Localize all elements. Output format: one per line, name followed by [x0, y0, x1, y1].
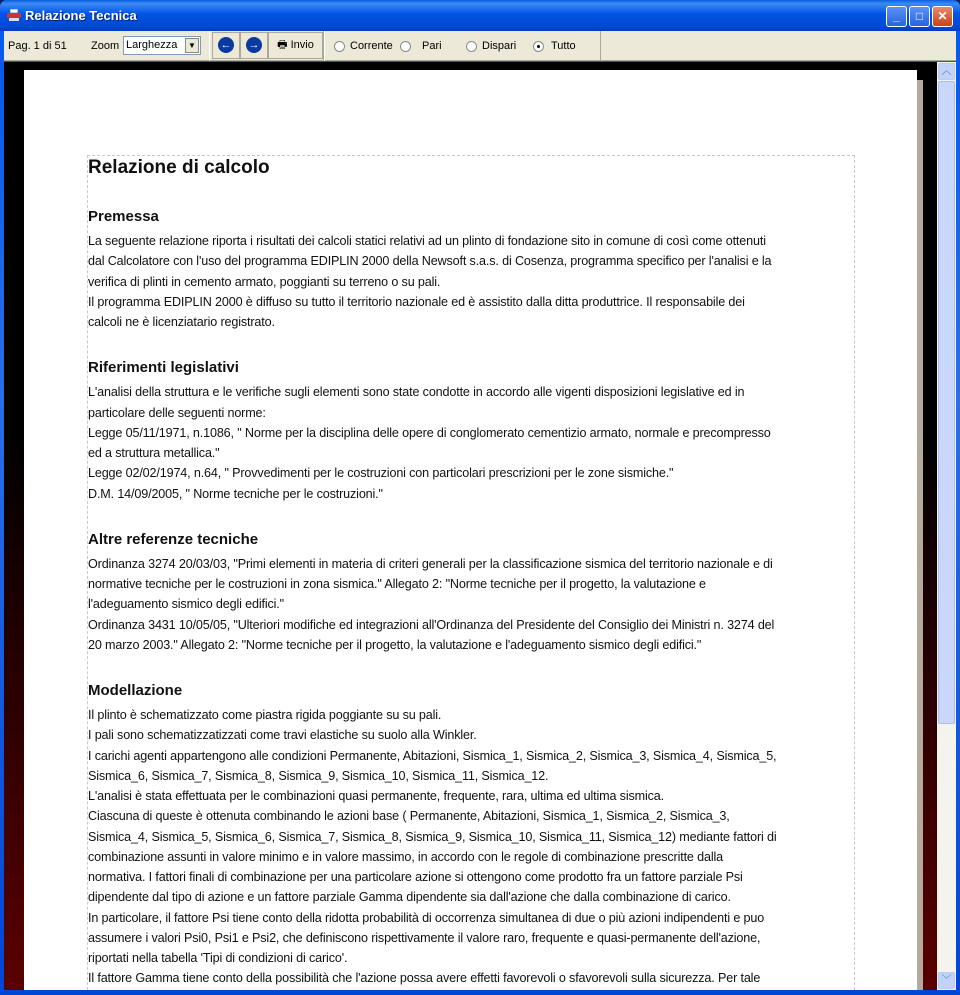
- text-line: I carichi agenti appartengono alle condizioni Permanente, Abitazioni, Sismica_1, Sismica_2, Sismica_3, Sismica_4, Sismica_5,: [88, 748, 777, 763]
- zoom-label: Zoom: [91, 40, 120, 52]
- text-line: normative tecniche per le costruzioni in zona sismica." Allegato 2: "Norme tecniche per il progetto, la valutazione e: [88, 577, 706, 591]
- text-line: riportati nella tabella 'Tipi di condizioni di carico'.: [88, 951, 348, 965]
- minimize-button[interactable]: [886, 6, 907, 27]
- text-line: I pali sono schematizzatizzati come travi elastiche su suolo alla Winkler.: [88, 728, 477, 743]
- radio-tutto[interactable]: [533, 41, 544, 52]
- text-line: Legge 05/11/1971, n.1086, " Norme per la disciplina delle opere di conglomerato cementizio armato, normale e precompresso: [88, 425, 771, 440]
- chevron-down-icon: ﹀: [941, 975, 952, 986]
- arrow-right-icon: →: [246, 37, 262, 53]
- text-line: 20 marzo 2003." Allegato 2: "Norme tecniche per il progetto, la valutazione e l'adeguamento sismico degli edifici.": [88, 637, 702, 652]
- toolbar: [4, 31, 956, 61]
- nav-button-group: [209, 31, 324, 61]
- section: [88, 356, 854, 504]
- printer-app-icon: [7, 9, 21, 21]
- previous-page-button[interactable]: [212, 32, 240, 59]
- section-body: [88, 705, 854, 989]
- radio-dispari[interactable]: [466, 41, 477, 52]
- section: [88, 679, 854, 989]
- section-heading: Altre referenze tecniche: [88, 530, 259, 548]
- document-page: [24, 70, 917, 990]
- radio-corrente[interactable]: [334, 41, 345, 52]
- section-body: [88, 231, 854, 332]
- arrow-left-icon: ←: [218, 37, 234, 53]
- text-line: assumere i valori Psi0, Psi1 e Psi2, che definiscono rispettivamente il valore raro, frequente e quasi-permanente dell'azione,: [88, 930, 761, 945]
- text-line: normativa. I fattori finali di combinazione per una particolare azione si ottengono come prodotto fra un fattore parziale Psi: [88, 870, 743, 884]
- scroll-up-button[interactable]: [938, 63, 955, 80]
- text-line: l'adeguamento sismico degli edifici.": [88, 597, 284, 612]
- radio-label-dispari[interactable]: Dispari: [482, 40, 517, 52]
- text-line: La seguente relazione riporta i risultati dei calcoli statici relativi ad un plinto di fondazione sito in comune di così come ottenuti: [88, 234, 766, 248]
- chevron-up-icon: ︿: [941, 66, 952, 77]
- section: [88, 528, 854, 655]
- window-title: Relazione Tecnica: [25, 8, 137, 23]
- close-icon: ✕: [937, 9, 948, 23]
- section-heading: Modellazione: [88, 682, 183, 699]
- section-body: [88, 554, 854, 655]
- text-line: D.M. 14/09/2005, " Norme tecniche per le costruzioni.": [88, 486, 383, 501]
- print-range-group: [324, 31, 601, 61]
- scroll-down-button[interactable]: [938, 972, 955, 989]
- text-line: verifica di plinti in cemento armato, poggianti su terreno o su pali.: [88, 274, 441, 289]
- text-line: Il fattore Gamma tiene conto della possibilità che l'azione possa avere effetti favorevoli o sfavorevoli sulla sicurezza. Per tale: [88, 971, 761, 986]
- text-line: dipendente dal tipo di azione e un fattore parziale Gamma dipendente sia dall'azione che dalla combinazione di carico.: [88, 890, 731, 905]
- send-print-button[interactable]: [268, 32, 323, 59]
- text-line: L'analisi della struttura e le verifiche sugli elementi sono state condotte in accordo alle vigenti disposizioni legislative ed in: [88, 385, 745, 400]
- preview-area: [4, 62, 956, 990]
- section-heading: Premessa: [88, 208, 159, 225]
- section-body: [88, 382, 854, 504]
- text-line: Ordinanza 3431 10/05/05, "Ulteriori modifiche ed integrazioni all'Ordinanza del Presidente del Consiglio dei Ministri n. 3274 del: [88, 617, 775, 632]
- page-content-frame: [87, 155, 855, 990]
- preview-background-right: [923, 62, 937, 990]
- text-line: Sismica_4, Sismica_5, Sismica_6, Sismica_7, Sismica_8, Sismica_9, Sismica_10, Sismica_11, Sismica_12) mediante fattori di: [88, 829, 777, 844]
- radio-label-tutto[interactable]: Tutto: [551, 40, 576, 52]
- text-line: combinazione assunti in valore minimo e in valore massimo, in accordo con le regole di combinazione prescritte dalla: [88, 849, 723, 864]
- section: [88, 205, 854, 332]
- section-heading: Riferimenti legislativi: [88, 359, 239, 377]
- zoom-select-value: Larghezza: [126, 39, 178, 51]
- maximize-button[interactable]: [909, 6, 930, 27]
- zoom-select[interactable]: [123, 36, 201, 55]
- text-line: Il programma EDIPLIN 2000 è diffuso su tutto il territorio nazionale ed è assistito dalla ditta produttrice. Il responsabile dei: [88, 294, 745, 309]
- document-title: Relazione di calcolo: [88, 157, 270, 178]
- maximize-icon: □: [915, 9, 924, 23]
- close-button[interactable]: [932, 6, 953, 27]
- vertical-scrollbar[interactable]: [937, 62, 956, 990]
- title-bar[interactable]: [0, 0, 960, 31]
- preview-background: [4, 62, 24, 990]
- radio-pari[interactable]: [400, 41, 411, 52]
- text-line: Legge 02/02/1974, n.64, " Provvedimenti per le costruzioni con particolari prescrizioni per le zone sismiche.": [88, 466, 674, 481]
- text-line: Ciascuna di queste è ottenuta combinando le azioni base ( Permanente, Abitazioni, Sismica_1, Sismica_2, Sismica_3,: [88, 809, 730, 824]
- text-line: Ordinanza 3274 20/03/03, "Primi elementi in materia di criteri generali per la classificazione sismica del territorio nazionale e di: [88, 556, 773, 571]
- text-line: calcoli ne è licenziatario registrato.: [88, 315, 275, 329]
- minimize-icon: _: [893, 9, 900, 23]
- text-line: dal Calcolatore con l'uso del programma EDIPLIN 2000 della Newsoft s.a.s. di Cosenza, programma specifico per l'analisi e la: [88, 254, 772, 269]
- text-line: Sismica_6, Sismica_7, Sismica_8, Sismica_9, Sismica_10, Sismica_11, Sismica_12.: [88, 768, 549, 783]
- text-line: L'analisi è stata effettuata per le combinazioni quasi permanente, frequente, rara, ultima ed ultima sismica.: [88, 789, 664, 803]
- radio-label-pari[interactable]: Pari: [422, 40, 442, 52]
- printer-icon: 🖶: [277, 39, 288, 51]
- text-line: Il plinto è schematizzato come piastra rigida poggiante su su pali.: [88, 708, 442, 722]
- chevron-down-icon[interactable]: ▼: [185, 38, 199, 53]
- text-line: ed a struttura metallica.": [88, 446, 220, 460]
- text-line: In particolare, il fattore Psi tiene conto della ridotta probabilità di occorrenza simultanea di due o più azioni indipendenti e puo: [88, 910, 765, 925]
- text-line: particolare delle seguenti norme:: [88, 405, 266, 420]
- radio-label-corrente[interactable]: Corrente: [350, 40, 393, 52]
- page-indicator: Pag. 1 di 51: [8, 40, 67, 52]
- next-page-button[interactable]: [240, 32, 268, 59]
- scroll-thumb[interactable]: [938, 81, 955, 724]
- send-label: Invio: [290, 39, 314, 51]
